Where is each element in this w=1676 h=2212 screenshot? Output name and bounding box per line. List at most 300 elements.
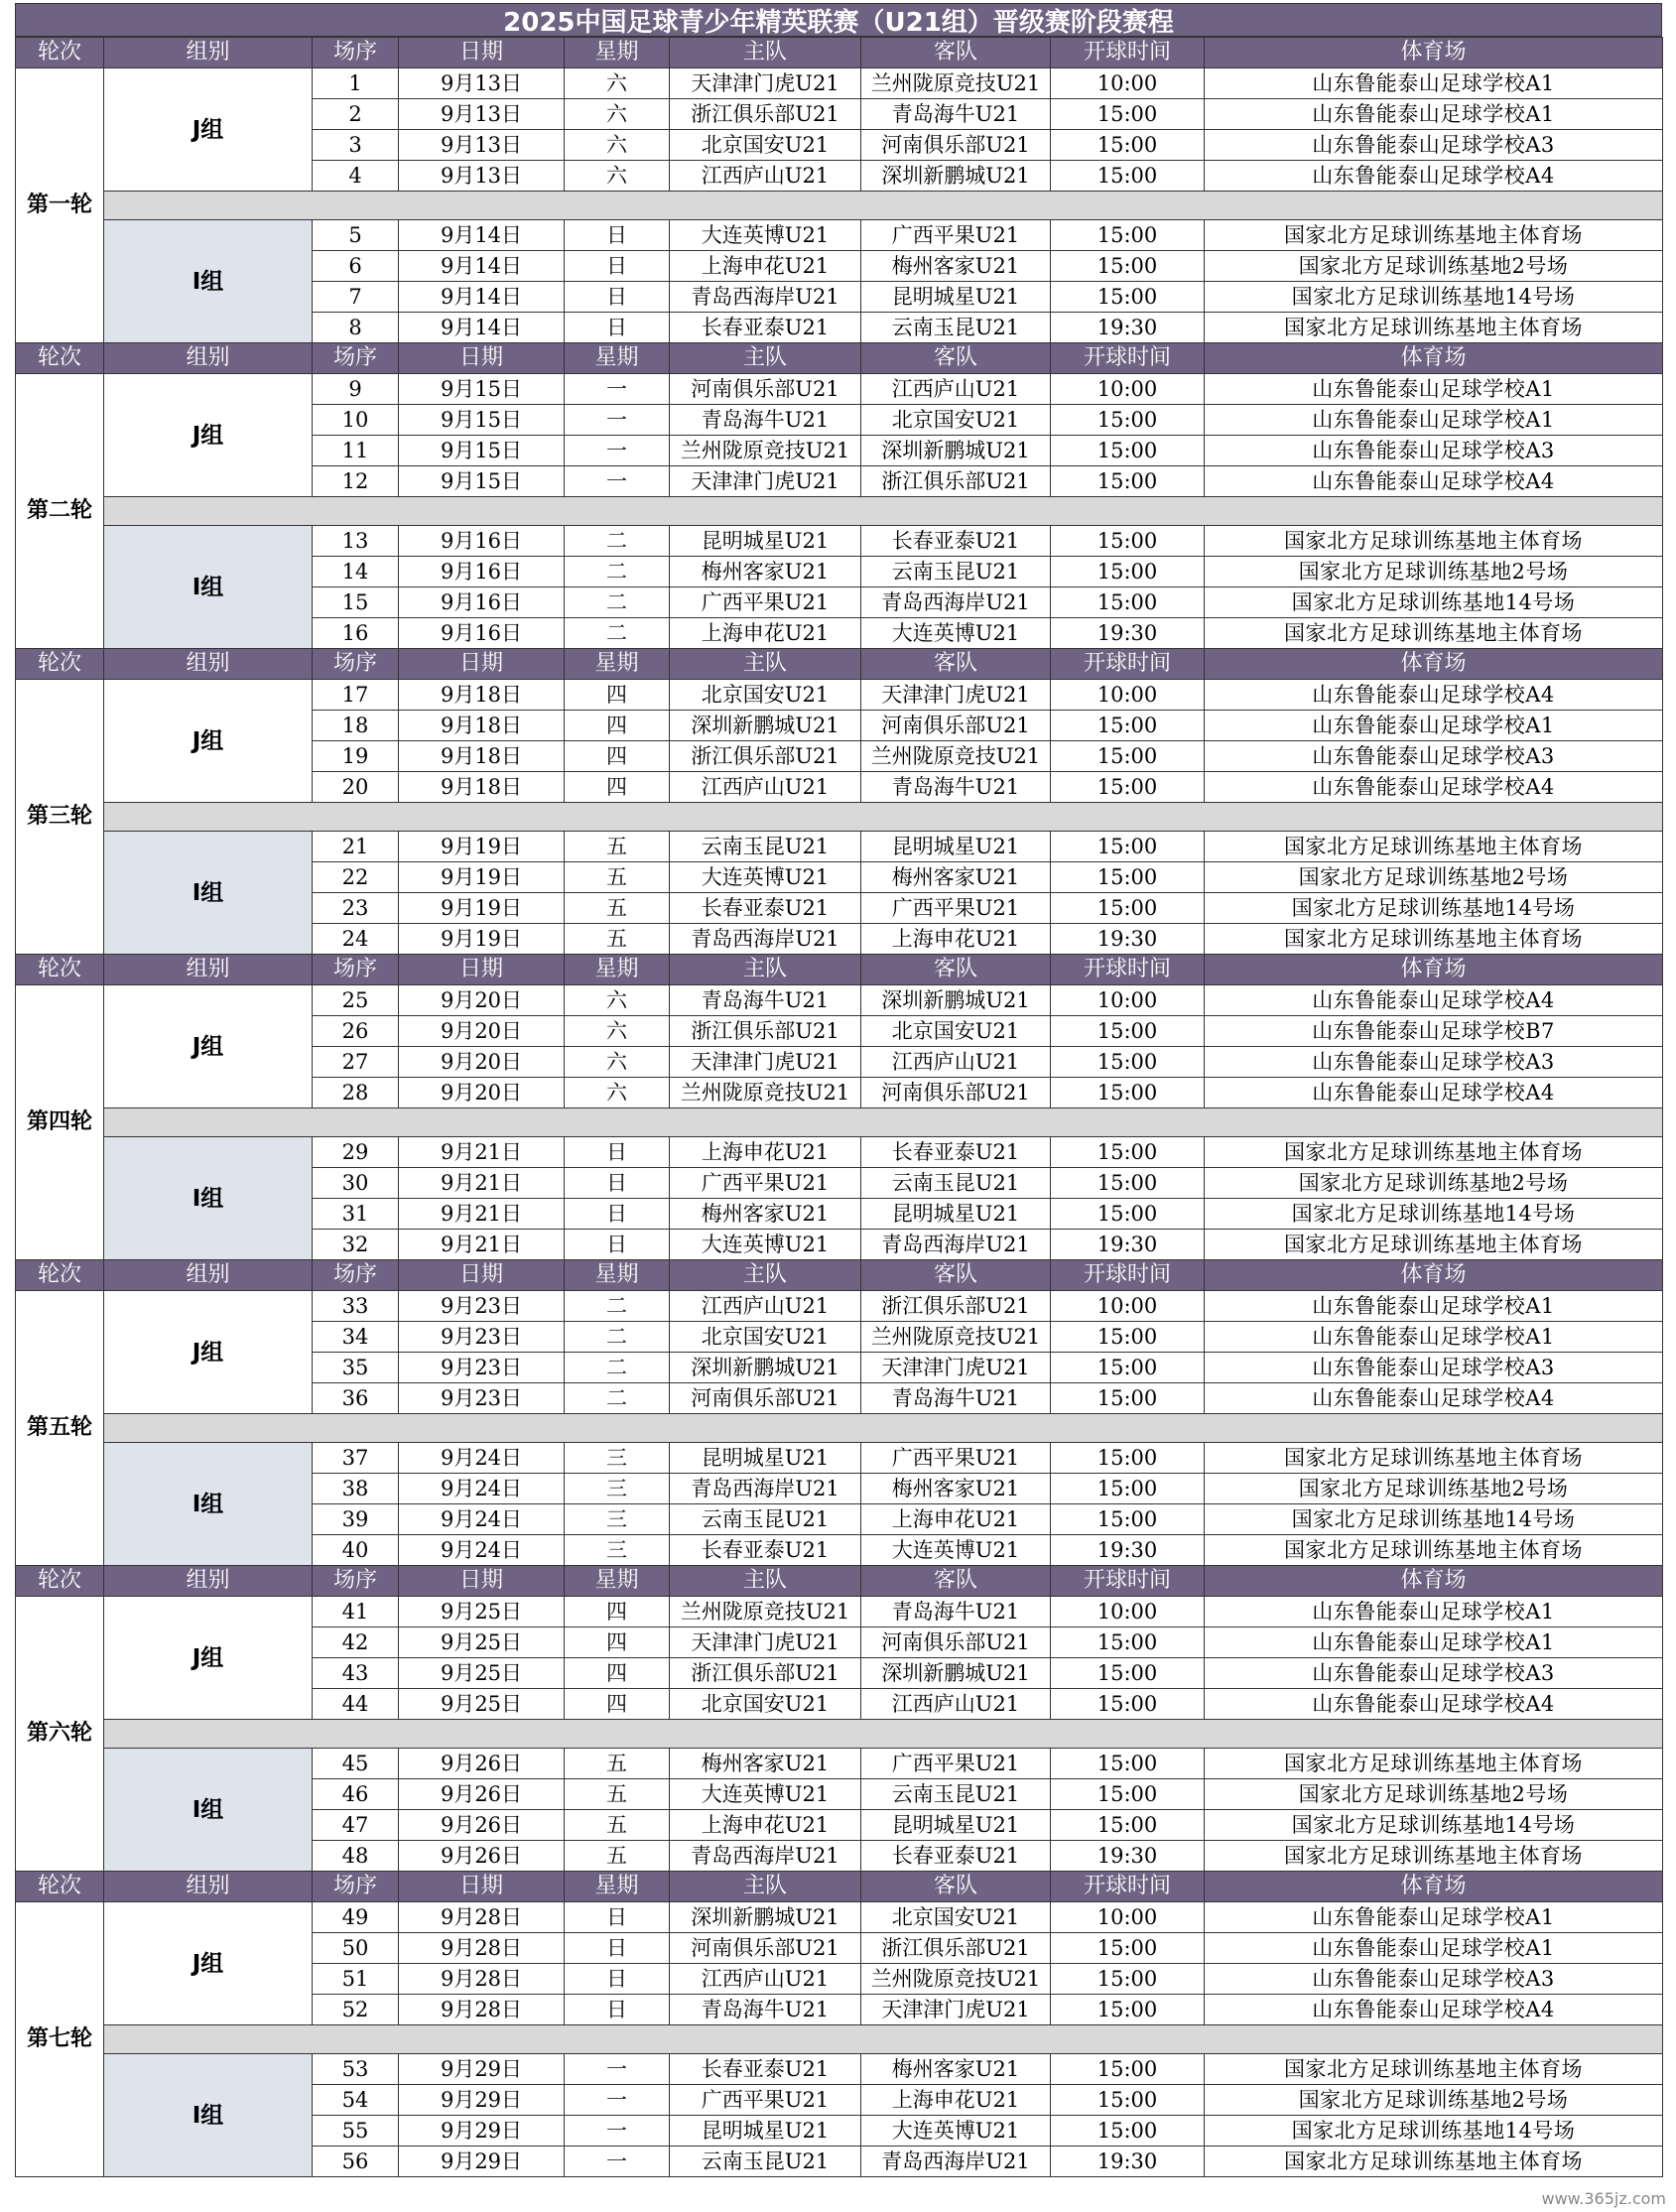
weekday-cell: 二	[565, 618, 670, 649]
match-no-cell: 34	[313, 1322, 399, 1353]
match-no-cell: 27	[313, 1047, 399, 1078]
kickoff-time-cell: 15:00	[1051, 1137, 1205, 1168]
weekday-cell: 六	[565, 985, 670, 1016]
header-match-no: 场序	[313, 955, 399, 985]
venue-cell: 山东鲁能泰山足球学校B7	[1205, 1016, 1663, 1047]
kickoff-time-cell: 10:00	[1051, 1291, 1205, 1322]
home-team-cell: 天津津门虎U21	[670, 1047, 861, 1078]
home-team-cell: 广西平果U21	[670, 1168, 861, 1199]
home-team-cell: 青岛西海岸U21	[670, 1841, 861, 1872]
away-team-cell: 广西平果U21	[861, 1749, 1051, 1779]
header-weekday: 星期	[565, 1566, 670, 1597]
home-team-cell: 北京国安U21	[670, 1689, 861, 1720]
group-separator-row	[16, 1108, 1663, 1137]
home-team-cell: 上海申花U21	[670, 1810, 861, 1841]
table-row	[16, 985, 1663, 1016]
kickoff-time-cell: 15:00	[1051, 1627, 1205, 1658]
date-cell: 9月13日	[399, 68, 565, 99]
venue-cell: 山东鲁能泰山足球学校A1	[1205, 1933, 1663, 1964]
match-no-cell: 5	[313, 220, 399, 251]
match-no-cell: 32	[313, 1230, 399, 1260]
venue-cell: 山东鲁能泰山足球学校A4	[1205, 466, 1663, 497]
home-team-cell: 广西平果U21	[670, 587, 861, 618]
weekday-cell: 五	[565, 832, 670, 862]
home-team-cell: 昆明城星U21	[670, 1443, 861, 1474]
header-weekday: 星期	[565, 343, 670, 374]
away-team-cell: 大连英博U21	[861, 2116, 1051, 2147]
date-cell: 9月16日	[399, 557, 565, 587]
kickoff-time-cell: 10:00	[1051, 1902, 1205, 1933]
header-venue: 体育场	[1205, 1566, 1663, 1597]
header-home-team: 主队	[670, 955, 861, 985]
away-team-cell: 青岛海牛U21	[861, 1597, 1051, 1627]
date-cell: 9月21日	[399, 1137, 565, 1168]
date-cell: 9月13日	[399, 130, 565, 161]
weekday-cell: 二	[565, 1322, 670, 1353]
header-venue: 体育场	[1205, 1260, 1663, 1291]
venue-cell: 国家北方足球训练基地主体育场	[1205, 618, 1663, 649]
venue-cell: 国家北方足球训练基地主体育场	[1205, 1841, 1663, 1872]
group-label: I组	[104, 832, 313, 955]
kickoff-time-cell: 15:00	[1051, 1810, 1205, 1841]
header-home-team: 主队	[670, 1260, 861, 1291]
header-home-team: 主队	[670, 343, 861, 374]
round-label: 第四轮	[16, 985, 104, 1260]
away-team-cell: 青岛海牛U21	[861, 772, 1051, 803]
match-no-cell: 44	[313, 1689, 399, 1720]
venue-cell: 山东鲁能泰山足球学校A1	[1205, 1322, 1663, 1353]
kickoff-time-cell: 15:00	[1051, 1168, 1205, 1199]
header-weekday: 星期	[565, 649, 670, 680]
weekday-cell: 一	[565, 466, 670, 497]
away-team-cell: 云南玉昆U21	[861, 313, 1051, 343]
header-match-no: 场序	[313, 1566, 399, 1597]
header-round: 轮次	[16, 1566, 104, 1597]
match-no-cell: 20	[313, 772, 399, 803]
match-no-cell: 42	[313, 1627, 399, 1658]
date-cell: 9月14日	[399, 220, 565, 251]
group-label: I组	[104, 1749, 313, 1872]
separator-cell	[104, 1720, 1663, 1749]
home-team-cell: 河南俱乐部U21	[670, 1383, 861, 1414]
kickoff-time-cell: 15:00	[1051, 1353, 1205, 1383]
header-group: 组别	[104, 1566, 313, 1597]
weekday-cell: 五	[565, 893, 670, 924]
header-away-team: 客队	[861, 38, 1051, 68]
venue-cell: 山东鲁能泰山足球学校A1	[1205, 1597, 1663, 1627]
home-team-cell: 云南玉昆U21	[670, 2147, 861, 2177]
venue-cell: 山东鲁能泰山足球学校A3	[1205, 1047, 1663, 1078]
kickoff-time-cell: 15:00	[1051, 436, 1205, 466]
match-no-cell: 8	[313, 313, 399, 343]
weekday-cell: 四	[565, 1689, 670, 1720]
venue-cell: 山东鲁能泰山足球学校A3	[1205, 1658, 1663, 1689]
venue-cell: 国家北方足球训练基地2号场	[1205, 1779, 1663, 1810]
match-no-cell: 26	[313, 1016, 399, 1047]
match-no-cell: 38	[313, 1474, 399, 1504]
kickoff-time-cell: 15:00	[1051, 161, 1205, 192]
match-no-cell: 45	[313, 1749, 399, 1779]
match-no-cell: 51	[313, 1964, 399, 1995]
match-no-cell: 24	[313, 924, 399, 955]
kickoff-time-cell: 19:30	[1051, 313, 1205, 343]
weekday-cell: 一	[565, 2147, 670, 2177]
home-team-cell: 长春亚泰U21	[670, 2054, 861, 2085]
venue-cell: 山东鲁能泰山足球学校A3	[1205, 1964, 1663, 1995]
header-date: 日期	[399, 1872, 565, 1902]
header-round: 轮次	[16, 955, 104, 985]
venue-cell: 国家北方足球训练基地14号场	[1205, 2116, 1663, 2147]
match-no-cell: 18	[313, 711, 399, 741]
venue-cell: 山东鲁能泰山足球学校A4	[1205, 985, 1663, 1016]
venue-cell: 山东鲁能泰山足球学校A1	[1205, 711, 1663, 741]
away-team-cell: 云南玉昆U21	[861, 557, 1051, 587]
separator-cell	[104, 2025, 1663, 2054]
venue-cell: 国家北方足球训练基地14号场	[1205, 893, 1663, 924]
date-cell: 9月26日	[399, 1810, 565, 1841]
venue-cell: 山东鲁能泰山足球学校A1	[1205, 1627, 1663, 1658]
header-venue: 体育场	[1205, 649, 1663, 680]
group-label: J组	[104, 374, 313, 497]
header-date: 日期	[399, 649, 565, 680]
group-separator-row	[16, 1414, 1663, 1443]
header-kickoff-time: 开球时间	[1051, 38, 1205, 68]
group-separator-row	[16, 192, 1663, 220]
match-no-cell: 49	[313, 1902, 399, 1933]
match-no-cell: 17	[313, 680, 399, 711]
away-team-cell: 昆明城星U21	[861, 832, 1051, 862]
away-team-cell: 长春亚泰U21	[861, 526, 1051, 557]
weekday-cell: 二	[565, 1291, 670, 1322]
match-no-cell: 31	[313, 1199, 399, 1230]
kickoff-time-cell: 15:00	[1051, 1047, 1205, 1078]
home-team-cell: 上海申花U21	[670, 618, 861, 649]
date-cell: 9月19日	[399, 862, 565, 893]
group-separator-row	[16, 2025, 1663, 2054]
weekday-cell: 日	[565, 1964, 670, 1995]
weekday-cell: 二	[565, 587, 670, 618]
header-group: 组别	[104, 955, 313, 985]
header-match-no: 场序	[313, 1260, 399, 1291]
weekday-cell: 六	[565, 130, 670, 161]
table-row	[16, 832, 1663, 862]
home-team-cell: 长春亚泰U21	[670, 1535, 861, 1566]
separator-cell	[104, 497, 1663, 526]
home-team-cell: 天津津门虎U21	[670, 466, 861, 497]
header-kickoff-time: 开球时间	[1051, 1872, 1205, 1902]
match-no-cell: 11	[313, 436, 399, 466]
venue-cell: 国家北方足球训练基地14号场	[1205, 1504, 1663, 1535]
home-team-cell: 河南俱乐部U21	[670, 1933, 861, 1964]
date-cell: 9月19日	[399, 893, 565, 924]
venue-cell: 国家北方足球训练基地主体育场	[1205, 1749, 1663, 1779]
venue-cell: 山东鲁能泰山足球学校A1	[1205, 1291, 1663, 1322]
match-no-cell: 41	[313, 1597, 399, 1627]
weekday-cell: 一	[565, 374, 670, 405]
kickoff-time-cell: 15:00	[1051, 741, 1205, 772]
group-separator-row	[16, 497, 1663, 526]
group-label: I组	[104, 220, 313, 343]
match-no-cell: 13	[313, 526, 399, 557]
match-no-cell: 37	[313, 1443, 399, 1474]
round-label: 第二轮	[16, 374, 104, 649]
weekday-cell: 六	[565, 1078, 670, 1108]
away-team-cell: 江西庐山U21	[861, 374, 1051, 405]
away-team-cell: 青岛西海岸U21	[861, 1230, 1051, 1260]
kickoff-time-cell: 15:00	[1051, 1995, 1205, 2025]
header-group: 组别	[104, 38, 313, 68]
home-team-cell: 梅州客家U21	[670, 557, 861, 587]
venue-cell: 山东鲁能泰山足球学校A4	[1205, 161, 1663, 192]
away-team-cell: 广西平果U21	[861, 893, 1051, 924]
venue-cell: 国家北方足球训练基地2号场	[1205, 557, 1663, 587]
away-team-cell: 河南俱乐部U21	[861, 1627, 1051, 1658]
home-team-cell: 江西庐山U21	[670, 161, 861, 192]
header-row	[16, 1872, 1663, 1902]
venue-cell: 山东鲁能泰山足球学校A4	[1205, 1383, 1663, 1414]
home-team-cell: 青岛西海岸U21	[670, 1474, 861, 1504]
away-team-cell: 梅州客家U21	[861, 1474, 1051, 1504]
weekday-cell: 六	[565, 161, 670, 192]
home-team-cell: 浙江俱乐部U21	[670, 99, 861, 130]
header-group: 组别	[104, 1872, 313, 1902]
away-team-cell: 云南玉昆U21	[861, 1168, 1051, 1199]
away-team-cell: 梅州客家U21	[861, 862, 1051, 893]
date-cell: 9月15日	[399, 405, 565, 436]
weekday-cell: 一	[565, 436, 670, 466]
venue-cell: 国家北方足球训练基地主体育场	[1205, 526, 1663, 557]
weekday-cell: 日	[565, 251, 670, 282]
venue-cell: 山东鲁能泰山足球学校A1	[1205, 374, 1663, 405]
venue-cell: 国家北方足球训练基地主体育场	[1205, 1230, 1663, 1260]
kickoff-time-cell: 19:30	[1051, 1841, 1205, 1872]
kickoff-time-cell: 19:30	[1051, 2147, 1205, 2177]
date-cell: 9月26日	[399, 1779, 565, 1810]
home-team-cell: 长春亚泰U21	[670, 313, 861, 343]
match-no-cell: 10	[313, 405, 399, 436]
header-away-team: 客队	[861, 1260, 1051, 1291]
group-label: J组	[104, 1597, 313, 1720]
home-team-cell: 青岛西海岸U21	[670, 282, 861, 313]
date-cell: 9月25日	[399, 1597, 565, 1627]
home-team-cell: 河南俱乐部U21	[670, 374, 861, 405]
match-no-cell: 46	[313, 1779, 399, 1810]
header-kickoff-time: 开球时间	[1051, 1260, 1205, 1291]
date-cell: 9月24日	[399, 1504, 565, 1535]
date-cell: 9月18日	[399, 680, 565, 711]
date-cell: 9月26日	[399, 1841, 565, 1872]
home-team-cell: 青岛海牛U21	[670, 1995, 861, 2025]
kickoff-time-cell: 15:00	[1051, 1504, 1205, 1535]
away-team-cell: 深圳新鹏城U21	[861, 1658, 1051, 1689]
venue-cell: 国家北方足球训练基地2号场	[1205, 862, 1663, 893]
away-team-cell: 梅州客家U21	[861, 251, 1051, 282]
header-date: 日期	[399, 1566, 565, 1597]
away-team-cell: 兰州陇原竞技U21	[861, 741, 1051, 772]
home-team-cell: 江西庐山U21	[670, 772, 861, 803]
date-cell: 9月19日	[399, 832, 565, 862]
home-team-cell: 上海申花U21	[670, 251, 861, 282]
kickoff-time-cell: 15:00	[1051, 2085, 1205, 2116]
kickoff-time-cell: 10:00	[1051, 985, 1205, 1016]
table-row	[16, 1902, 1663, 1933]
away-team-cell: 长春亚泰U21	[861, 1841, 1051, 1872]
date-cell: 9月23日	[399, 1383, 565, 1414]
away-team-cell: 河南俱乐部U21	[861, 1078, 1051, 1108]
separator-cell	[104, 1414, 1663, 1443]
away-team-cell: 江西庐山U21	[861, 1047, 1051, 1078]
header-row	[16, 38, 1663, 68]
kickoff-time-cell: 15:00	[1051, 1689, 1205, 1720]
watermark: www.365jz.com	[1541, 2189, 1666, 2208]
kickoff-time-cell: 15:00	[1051, 2054, 1205, 2085]
away-team-cell: 天津津门虎U21	[861, 1995, 1051, 2025]
match-no-cell: 48	[313, 1841, 399, 1872]
home-team-cell: 兰州陇原竞技U21	[670, 1078, 861, 1108]
group-label: J组	[104, 680, 313, 803]
home-team-cell: 深圳新鹏城U21	[670, 711, 861, 741]
header-kickoff-time: 开球时间	[1051, 955, 1205, 985]
date-cell: 9月20日	[399, 1078, 565, 1108]
date-cell: 9月25日	[399, 1658, 565, 1689]
header-row	[16, 1260, 1663, 1291]
table-row	[16, 526, 1663, 557]
venue-cell: 国家北方足球训练基地14号场	[1205, 282, 1663, 313]
table-row	[16, 220, 1663, 251]
kickoff-time-cell: 10:00	[1051, 374, 1205, 405]
date-cell: 9月21日	[399, 1230, 565, 1260]
date-cell: 9月28日	[399, 1995, 565, 2025]
match-no-cell: 6	[313, 251, 399, 282]
kickoff-time-cell: 15:00	[1051, 1749, 1205, 1779]
kickoff-time-cell: 15:00	[1051, 1322, 1205, 1353]
match-no-cell: 22	[313, 862, 399, 893]
table-row	[16, 1749, 1663, 1779]
table-row	[16, 1443, 1663, 1474]
schedule-table	[15, 37, 1663, 2177]
away-team-cell: 广西平果U21	[861, 1443, 1051, 1474]
group-label: J组	[104, 1291, 313, 1414]
match-no-cell: 43	[313, 1658, 399, 1689]
home-team-cell: 浙江俱乐部U21	[670, 1016, 861, 1047]
weekday-cell: 二	[565, 1353, 670, 1383]
match-no-cell: 23	[313, 893, 399, 924]
date-cell: 9月25日	[399, 1627, 565, 1658]
separator-cell	[104, 1108, 1663, 1137]
date-cell: 9月26日	[399, 1749, 565, 1779]
weekday-cell: 一	[565, 2085, 670, 2116]
header-venue: 体育场	[1205, 343, 1663, 374]
home-team-cell: 昆明城星U21	[670, 526, 861, 557]
date-cell: 9月18日	[399, 741, 565, 772]
weekday-cell: 一	[565, 405, 670, 436]
away-team-cell: 青岛西海岸U21	[861, 2147, 1051, 2177]
away-team-cell: 江西庐山U21	[861, 1689, 1051, 1720]
date-cell: 9月23日	[399, 1291, 565, 1322]
weekday-cell: 一	[565, 2116, 670, 2147]
kickoff-time-cell: 15:00	[1051, 557, 1205, 587]
weekday-cell: 四	[565, 711, 670, 741]
away-team-cell: 昆明城星U21	[861, 1199, 1051, 1230]
venue-cell: 山东鲁能泰山足球学校A4	[1205, 680, 1663, 711]
date-cell: 9月28日	[399, 1933, 565, 1964]
away-team-cell: 广西平果U21	[861, 220, 1051, 251]
header-weekday: 星期	[565, 1872, 670, 1902]
match-no-cell: 33	[313, 1291, 399, 1322]
away-team-cell: 浙江俱乐部U21	[861, 1291, 1051, 1322]
date-cell: 9月16日	[399, 526, 565, 557]
weekday-cell: 一	[565, 2054, 670, 2085]
header-away-team: 客队	[861, 1872, 1051, 1902]
away-team-cell: 青岛西海岸U21	[861, 587, 1051, 618]
match-no-cell: 15	[313, 587, 399, 618]
kickoff-time-cell: 15:00	[1051, 1658, 1205, 1689]
away-team-cell: 梅州客家U21	[861, 2054, 1051, 2085]
match-no-cell: 39	[313, 1504, 399, 1535]
weekday-cell: 五	[565, 1810, 670, 1841]
table-row	[16, 1137, 1663, 1168]
venue-cell: 山东鲁能泰山足球学校A4	[1205, 1995, 1663, 2025]
table-row	[16, 374, 1663, 405]
date-cell: 9月19日	[399, 924, 565, 955]
match-no-cell: 7	[313, 282, 399, 313]
home-team-cell: 长春亚泰U21	[670, 893, 861, 924]
home-team-cell: 云南玉昆U21	[670, 832, 861, 862]
venue-cell: 山东鲁能泰山足球学校A1	[1205, 1902, 1663, 1933]
header-row	[16, 343, 1663, 374]
venue-cell: 山东鲁能泰山足球学校A1	[1205, 99, 1663, 130]
match-no-cell: 55	[313, 2116, 399, 2147]
weekday-cell: 五	[565, 1841, 670, 1872]
kickoff-time-cell: 19:30	[1051, 1230, 1205, 1260]
header-kickoff-time: 开球时间	[1051, 343, 1205, 374]
home-team-cell: 浙江俱乐部U21	[670, 1658, 861, 1689]
date-cell: 9月15日	[399, 374, 565, 405]
date-cell: 9月28日	[399, 1902, 565, 1933]
header-weekday: 星期	[565, 955, 670, 985]
weekday-cell: 日	[565, 282, 670, 313]
header-venue: 体育场	[1205, 1872, 1663, 1902]
group-separator-row	[16, 803, 1663, 832]
sheet-title: 2025中国足球青少年精英联赛（U21组）晋级赛阶段赛程	[15, 3, 1662, 37]
match-no-cell: 9	[313, 374, 399, 405]
match-no-cell: 50	[313, 1933, 399, 1964]
home-team-cell: 兰州陇原竞技U21	[670, 1597, 861, 1627]
kickoff-time-cell: 10:00	[1051, 1597, 1205, 1627]
kickoff-time-cell: 15:00	[1051, 526, 1205, 557]
weekday-cell: 三	[565, 1474, 670, 1504]
home-team-cell: 梅州客家U21	[670, 1749, 861, 1779]
weekday-cell: 二	[565, 526, 670, 557]
match-no-cell: 2	[313, 99, 399, 130]
weekday-cell: 六	[565, 99, 670, 130]
group-label: I组	[104, 2054, 313, 2177]
home-team-cell: 青岛西海岸U21	[670, 924, 861, 955]
group-label: J组	[104, 68, 313, 192]
weekday-cell: 六	[565, 1047, 670, 1078]
kickoff-time-cell: 15:00	[1051, 1443, 1205, 1474]
away-team-cell: 河南俱乐部U21	[861, 130, 1051, 161]
match-no-cell: 53	[313, 2054, 399, 2085]
away-team-cell: 上海申花U21	[861, 924, 1051, 955]
group-label: I组	[104, 1443, 313, 1566]
date-cell: 9月20日	[399, 1016, 565, 1047]
home-team-cell: 浙江俱乐部U21	[670, 741, 861, 772]
away-team-cell: 兰州陇原竞技U21	[861, 68, 1051, 99]
header-weekday: 星期	[565, 1260, 670, 1291]
header-group: 组别	[104, 1260, 313, 1291]
date-cell: 9月24日	[399, 1443, 565, 1474]
